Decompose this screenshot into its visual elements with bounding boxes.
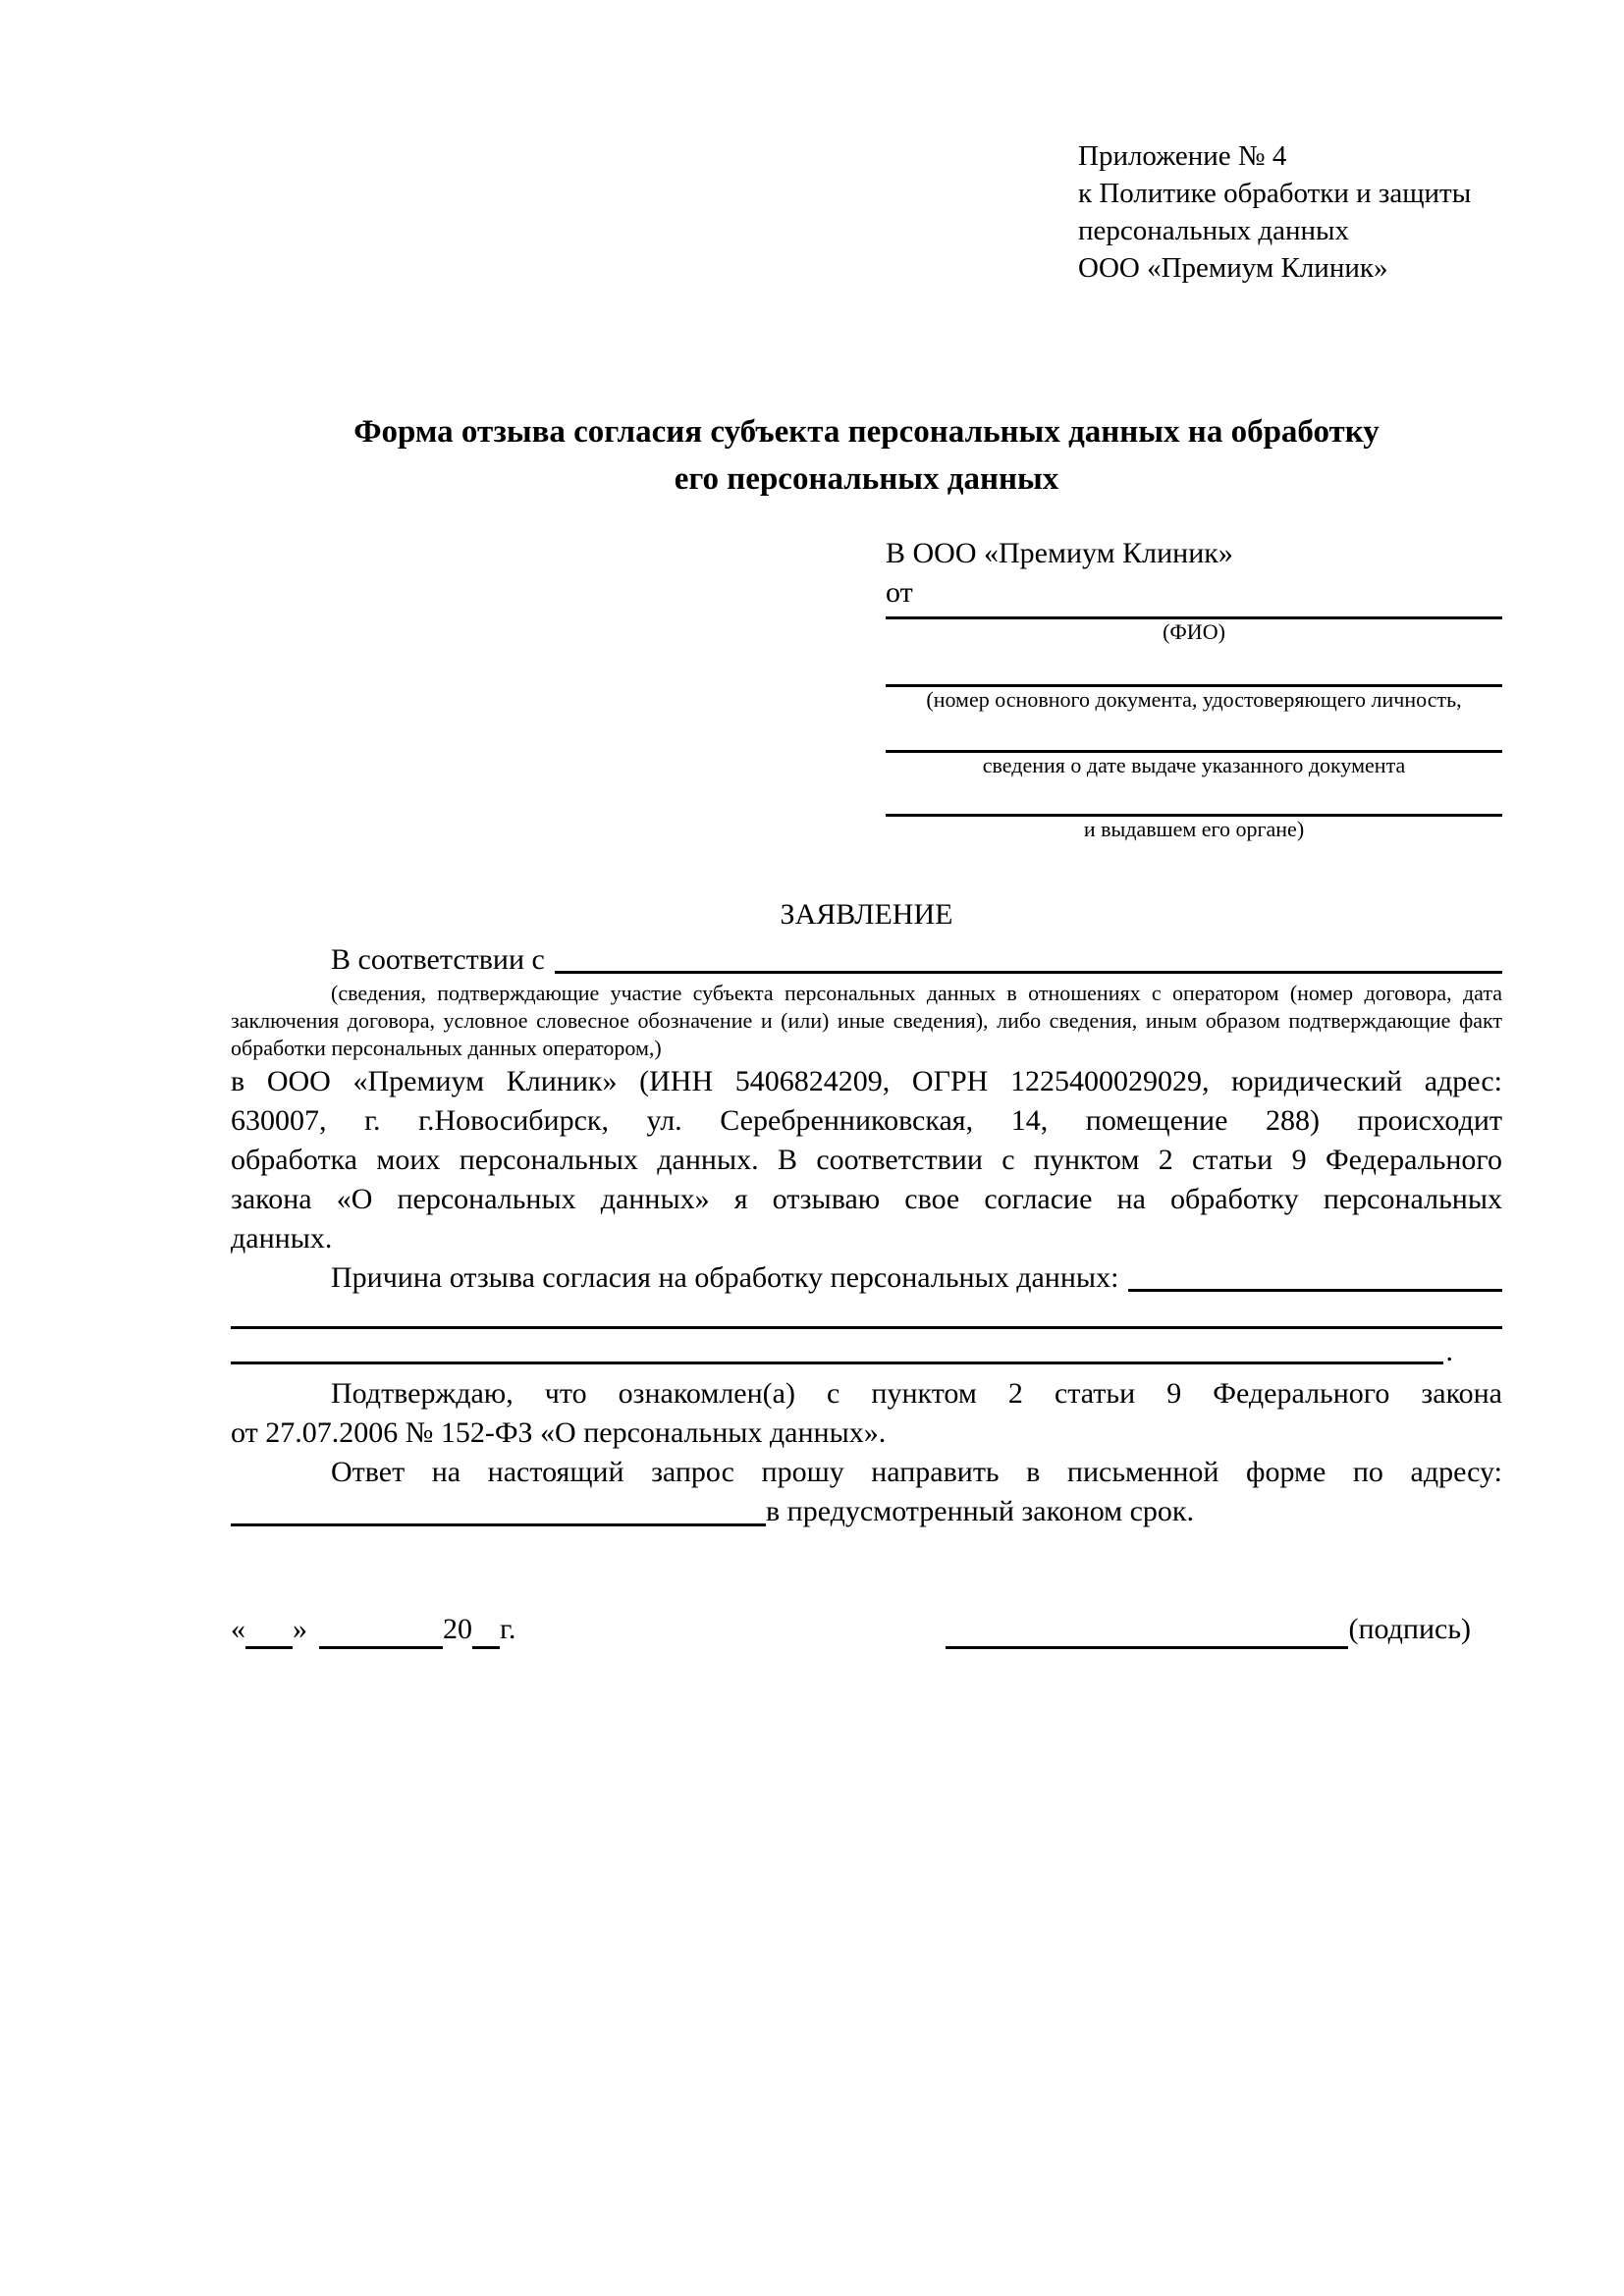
intro-label: В соответствии с (331, 943, 545, 976)
footnote-line: обработки персональных данных оператором,) (231, 1036, 662, 1060)
body-paragraph (231, 1062, 1502, 1258)
appendix-reference (1078, 137, 1502, 287)
date-signature-row (231, 1610, 1502, 1649)
body-line: обработка моих персональных данных. В соответствии с пунктом 2 статьи 9 Федерального (231, 1144, 1502, 1176)
body-line: закона «О персональных данных» я отзываю свое согласие на обработку персональных (231, 1183, 1502, 1215)
title-line: Форма отзыва согласия субъекта персональных данных на обработку (353, 414, 1380, 450)
appendix-line: персональных данных (1078, 215, 1350, 246)
addressee-to: В ООО «Премиум Клиник» (886, 537, 1233, 569)
date-year-blank (472, 1614, 500, 1649)
footnote-paragraph (231, 980, 1502, 1062)
date-quote-open: « (231, 1613, 245, 1645)
reason-blank-rule (231, 1362, 1443, 1364)
reply-tail-text: в предусмотренный законом срок. (766, 1495, 1194, 1527)
document-title (231, 408, 1502, 503)
reply-request-line: Ответ на настоящий запрос прошу направить в письменной форме по адресу: (331, 1456, 1502, 1488)
signature-group (946, 1610, 1471, 1649)
reason-blank-line-2 (231, 1298, 1502, 1329)
reply-continuation-line (231, 1492, 1502, 1531)
addressee-block (886, 534, 1502, 842)
date-group (231, 1610, 515, 1649)
footnote-line: заключения договора, условное словесное обозначение и (или) иные сведения), либо сведения, иным образом подтверждающие факт (231, 1008, 1502, 1033)
appendix-line: ООО «Премиум Клиник» (1078, 252, 1388, 284)
issuing-authority-caption: и выдавшем его органе) (1083, 817, 1305, 841)
title-line: его персональных данных (674, 461, 1059, 497)
date-year-suffix: г. (500, 1613, 516, 1645)
date-day-blank (245, 1614, 293, 1649)
reason-line (231, 1258, 1502, 1298)
reason-period: . (1445, 1335, 1453, 1367)
signature-blank-line (946, 1614, 1348, 1649)
signature-caption: (подпись) (1348, 1613, 1471, 1645)
confirmation-line: от 27.07.2006 № 152-ФЗ «О персональных данных». (231, 1416, 887, 1449)
date-year-prefix: 20 (443, 1613, 472, 1645)
footnote-line: (сведения, подтверждающие участие субъекта персональных данных в отношениях с оператором (номер договора, дата (331, 981, 1502, 1005)
reason-blank-line-1 (1128, 1258, 1502, 1292)
confirmation-line: Подтверждаю, что ознакомлен(а) с пунктом 2 статьи 9 Федерального закона (331, 1377, 1502, 1410)
addressee-from-label: от (886, 576, 913, 609)
date-quote-close: » (293, 1613, 307, 1645)
reply-address-blank-line (231, 1523, 766, 1526)
body-line: в ООО «Премиум Клиник» (ИНН 5406824209, ОГРН 1225400029029, юридический адрес: (231, 1065, 1502, 1097)
confirmation-paragraph (231, 1374, 1502, 1453)
reason-label: Причина отзыва согласия на обработку персональных данных: (331, 1261, 1119, 1294)
appendix-line: к Политике обработки и защиты (1078, 178, 1472, 209)
issue-date-caption: сведения о дате выдаче указанного документа (982, 753, 1406, 777)
statement-heading: ЗАЯВЛЕНИЕ (780, 898, 953, 931)
body-line: данных. (231, 1222, 333, 1255)
reason-blank-line-3 (231, 1329, 1502, 1367)
identity-doc-caption: (номер основного документа, удостоверяющего личность, (926, 687, 1462, 712)
body-line: 630007, г. г.Новосибирск, ул. Серебренниковская, 14, помещение 288) происходит (231, 1104, 1502, 1137)
statement-intro-line (231, 940, 1502, 980)
appendix-line: Приложение № 4 (1078, 140, 1287, 172)
intro-blank-line (555, 940, 1502, 974)
date-month-blank (319, 1614, 443, 1649)
fio-caption: (ФИО) (1163, 619, 1225, 644)
